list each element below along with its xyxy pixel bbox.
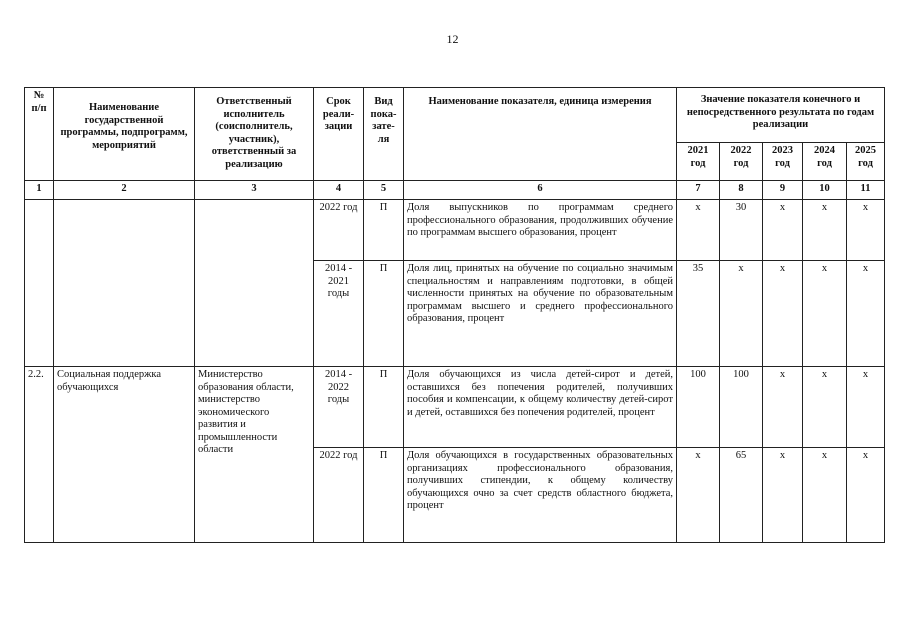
row-value-2025: x [847, 448, 885, 543]
column-numbers-row [25, 181, 885, 200]
row-indicator-cell: Доля обучающихся в государственных образовательных организациях профессионального образования, получивших стипендии, к общему количеству обучающихся очно за счет средств областного бюджета, процент [404, 448, 677, 543]
row-indicator-cell: Доля обучающихся из числа детей-сирот и детей, оставшихся без попечения родителей, получивших пособия и компенсации, к общему количеству детей-сирот и детей, оставшихся без попечения родителей, процент [404, 367, 677, 448]
row-value-2023: x [763, 200, 803, 261]
header-year-2024: 2024 год [803, 143, 847, 181]
row-executor-cell: Министерство образования области, министерство экономического развития и промышленности области [195, 367, 314, 543]
column-number: 2 [54, 181, 195, 200]
row-term-cell: 2014 - 2022 годы [314, 367, 364, 448]
header-year-2022: 2022 год [720, 143, 763, 181]
row-value-2021: x [677, 448, 720, 543]
row-num-cell [25, 200, 54, 367]
row-term-cell: 2014 - 2021 годы [314, 261, 364, 367]
row-type-cell: П [364, 448, 404, 543]
row-value-2025: x [847, 367, 885, 448]
header-executor: Ответственный исполнитель (соисполнитель, участник), ответственный за реализацию [195, 88, 314, 181]
header-year-2021: 2021 год [677, 143, 720, 181]
header-row-1 [25, 88, 885, 143]
column-number: 10 [803, 181, 847, 200]
header-indicator-type: Вид пока- зате- ля [364, 88, 404, 181]
indicators-table [24, 87, 885, 543]
row-value-2022: 100 [720, 367, 763, 448]
row-value-2022: 30 [720, 200, 763, 261]
row-executor-cell [195, 200, 314, 367]
row-value-2022: x [720, 261, 763, 367]
row-name-cell: Социальная поддержка обучающихся [54, 367, 195, 543]
header-year-2023: 2023 год [763, 143, 803, 181]
row-name-cell [54, 200, 195, 367]
row-value-2024: x [803, 200, 847, 261]
row-term-cell: 2022 год [314, 448, 364, 543]
column-number: 3 [195, 181, 314, 200]
header-program-name: Наименование государственной программы, подпрограмм, мероприятий [54, 88, 195, 181]
row-value-2021: 35 [677, 261, 720, 367]
row-type-cell: П [364, 261, 404, 367]
row-value-2023: x [763, 261, 803, 367]
row-type-cell: П [364, 200, 404, 261]
row-value-2023: x [763, 448, 803, 543]
column-number: 9 [763, 181, 803, 200]
row-indicator-cell: Доля выпускников по программам среднего профессионального образования, продолживших обучение по программам высшего образования, процент [404, 200, 677, 261]
row-value-2025: x [847, 261, 885, 367]
row-value-2021: x [677, 200, 720, 261]
header-values-group: Значение показателя конечного и непосредственного результата по годам реализации [677, 88, 885, 143]
row-value-2022: 65 [720, 448, 763, 543]
row-num-cell: 2.2. [25, 367, 54, 543]
header-term: Срок реали- зации [314, 88, 364, 181]
row-value-2023: x [763, 367, 803, 448]
row-value-2024: x [803, 367, 847, 448]
header-num: № п/п [25, 88, 54, 181]
column-number: 5 [364, 181, 404, 200]
row-value-2024: x [803, 448, 847, 543]
row-term-cell: 2022 год [314, 200, 364, 261]
column-number: 4 [314, 181, 364, 200]
header-indicator-name: Наименование показателя, единица измерения [404, 88, 677, 181]
page-number: 12 [446, 32, 459, 46]
row-value-2021: 100 [677, 367, 720, 448]
column-number: 1 [25, 181, 54, 200]
row-type-cell: П [364, 367, 404, 448]
row-indicator-cell: Доля лиц, принятых на обучение по социально значимым специальностям и направлениям подготовки, в общей численности принятых на обучение по образовательным программам высшего и среднего профессионального образования, процент [404, 261, 677, 367]
row-value-2024: x [803, 261, 847, 367]
table-row [25, 200, 885, 261]
column-number: 7 [677, 181, 720, 200]
column-number: 11 [847, 181, 885, 200]
table-row [25, 367, 885, 448]
column-number: 6 [404, 181, 677, 200]
header-year-2025: 2025 год [847, 143, 885, 181]
row-value-2025: x [847, 200, 885, 261]
column-number: 8 [720, 181, 763, 200]
